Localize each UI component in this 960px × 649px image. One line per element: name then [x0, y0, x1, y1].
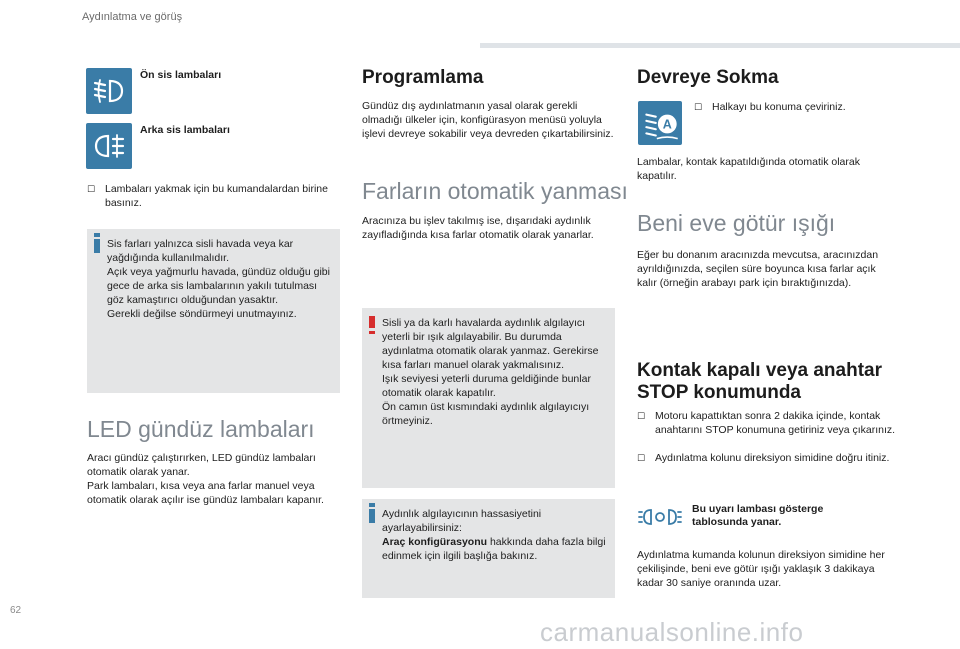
- sensor-warning-note: [362, 308, 615, 488]
- ignition-off-text: Aydınlatma kumanda kolunun direksiyon simidine her çekilişinde, beni eve götür ışığı yaklaşık 3 dakikaya kadar 30 saniye oranında uzar.: [637, 549, 885, 589]
- info-icon: [94, 233, 100, 237]
- sensitivity-info-text: Aydınlık algılayıcının hassasiyetini ayarlayabilirsiniz: Araç konfigürasyonu hakkında daha fazla bilgi edinmek için ilgili başlığa bakınız.: [382, 508, 606, 562]
- warning-lamp-label: Bu uyarı lambası gösterge tablosunda yanar.: [692, 503, 824, 528]
- bullet-marker-icon: ☐: [637, 453, 646, 463]
- bullet-marker-icon: ☐: [694, 102, 703, 112]
- fog-info-note: [87, 229, 340, 393]
- svg-text:A: A: [662, 117, 672, 132]
- header-rule: [480, 43, 960, 48]
- sidelamp-warning-icon: [638, 505, 682, 529]
- activation-title: Devreye Sokma: [637, 67, 779, 88]
- info-icon: [369, 503, 375, 507]
- ignition-off-title: Kontak kapalı veya anahtar STOP konumunda: [637, 360, 882, 403]
- auto-lamps-text: Aracınıza bu işlev takılmış ise, dışarıdaki aydınlık zayıfladığında kısa farlar otomatik olarak yanarlar.: [362, 215, 594, 241]
- left-bullet-item: [87, 182, 350, 210]
- fog-info-text: Sis farları yalnızca sisli havada veya kar yağdığında kullanılmalıdır. Açık veya yağmurlu havada, gündüz olduğu gibi gece de arka sis lambalarının yakılı tutulması göz kamaştırıcı olduğundan yasaktır. Gerekli değilse söndürmeyi unutmayınız.: [107, 238, 330, 320]
- programming-text: Gündüz dış aydınlatmanın yasal olarak gerekli olmadığı ülkeler için, konfigürasyon menüsü yoluyla işlevi devreye sokabilir veya devreden çıkartabilirsiniz.: [362, 100, 614, 140]
- guide-me-home-text: Eğer bu donanım aracınızda mevcutsa, aracınızdan ayrıldığınızda, seçilen süre boyunca kısa farlar açık kalır (örneğin arabayı park için bıraktığınızda).: [637, 249, 879, 289]
- section-header-title: Aydınlatma ve görüş: [82, 11, 183, 23]
- auto-lamps-title: Farların otomatik yanması: [362, 178, 628, 204]
- bullet-marker-icon: ☐: [637, 411, 646, 421]
- ignition-off-bullet-2: ☐ Aydınlatma kolunu direksiyon simidine doğru itiniz.: [637, 452, 890, 464]
- led-section-text: Aracı gündüz çalıştırırken, LED gündüz lambaları otomatik olarak yanar. Park lambaları, kısa veya ana farlar manuel veya otomatik olarak açılır ise gündüz lambaları kapanır.: [87, 452, 324, 506]
- front-fog-label: Ön sis lambaları: [140, 69, 222, 81]
- left-bullet-text: Lambaları yakmak için bu kumandalardan birine basınız.: [105, 183, 328, 209]
- sensitivity-info-note: [362, 499, 615, 598]
- page-number: 62: [10, 605, 22, 616]
- watermark: carmanualsonline.info: [540, 617, 804, 647]
- warning-icon: [369, 316, 375, 328]
- activation-text: Lambalar, kontak kapatıldığında otomatik olarak kapatılır.: [637, 156, 860, 182]
- programming-title: Programlama: [362, 67, 484, 88]
- guide-me-home-title: Beni eve götür ışığı: [637, 210, 836, 236]
- ignition-off-bullet-1: ☐ Motoru kapattıktan sonra 2 dakika içinde, kontak anahtarını STOP konumuna getiriniz veya çıkarınız.: [637, 410, 896, 436]
- vehicle-config-ref: Araç konfigürasyonu: [382, 536, 488, 548]
- rear-fog-label: Arka sis lambaları: [140, 124, 230, 136]
- activation-bullet: ☐ Halkayı bu konuma çeviriniz.: [694, 101, 846, 113]
- bullet-marker-icon: ☐: [87, 184, 96, 194]
- auto-headlamp-icon: [638, 101, 682, 145]
- rear-fog-lamp-icon: [86, 123, 132, 169]
- front-fog-lamp-icon: [86, 68, 132, 114]
- sensor-warning-text: Sisli ya da karlı havalarda aydınlık algılayıcı yeterli bir ışık algılayabilir. Bu durumda aydınlatma otomatik olarak yanmaz. Gerekirse kısa farları manuel olarak yakmalısınız. Işık seviyesi yeterli duruma geldiğinde bunlar otomatik olarak kapatılır. Ön camın üst kısmındaki aydınlık algılayıcıyı örtmeyiniz.: [382, 317, 599, 427]
- led-section-title: LED gündüz lambaları: [87, 416, 315, 442]
